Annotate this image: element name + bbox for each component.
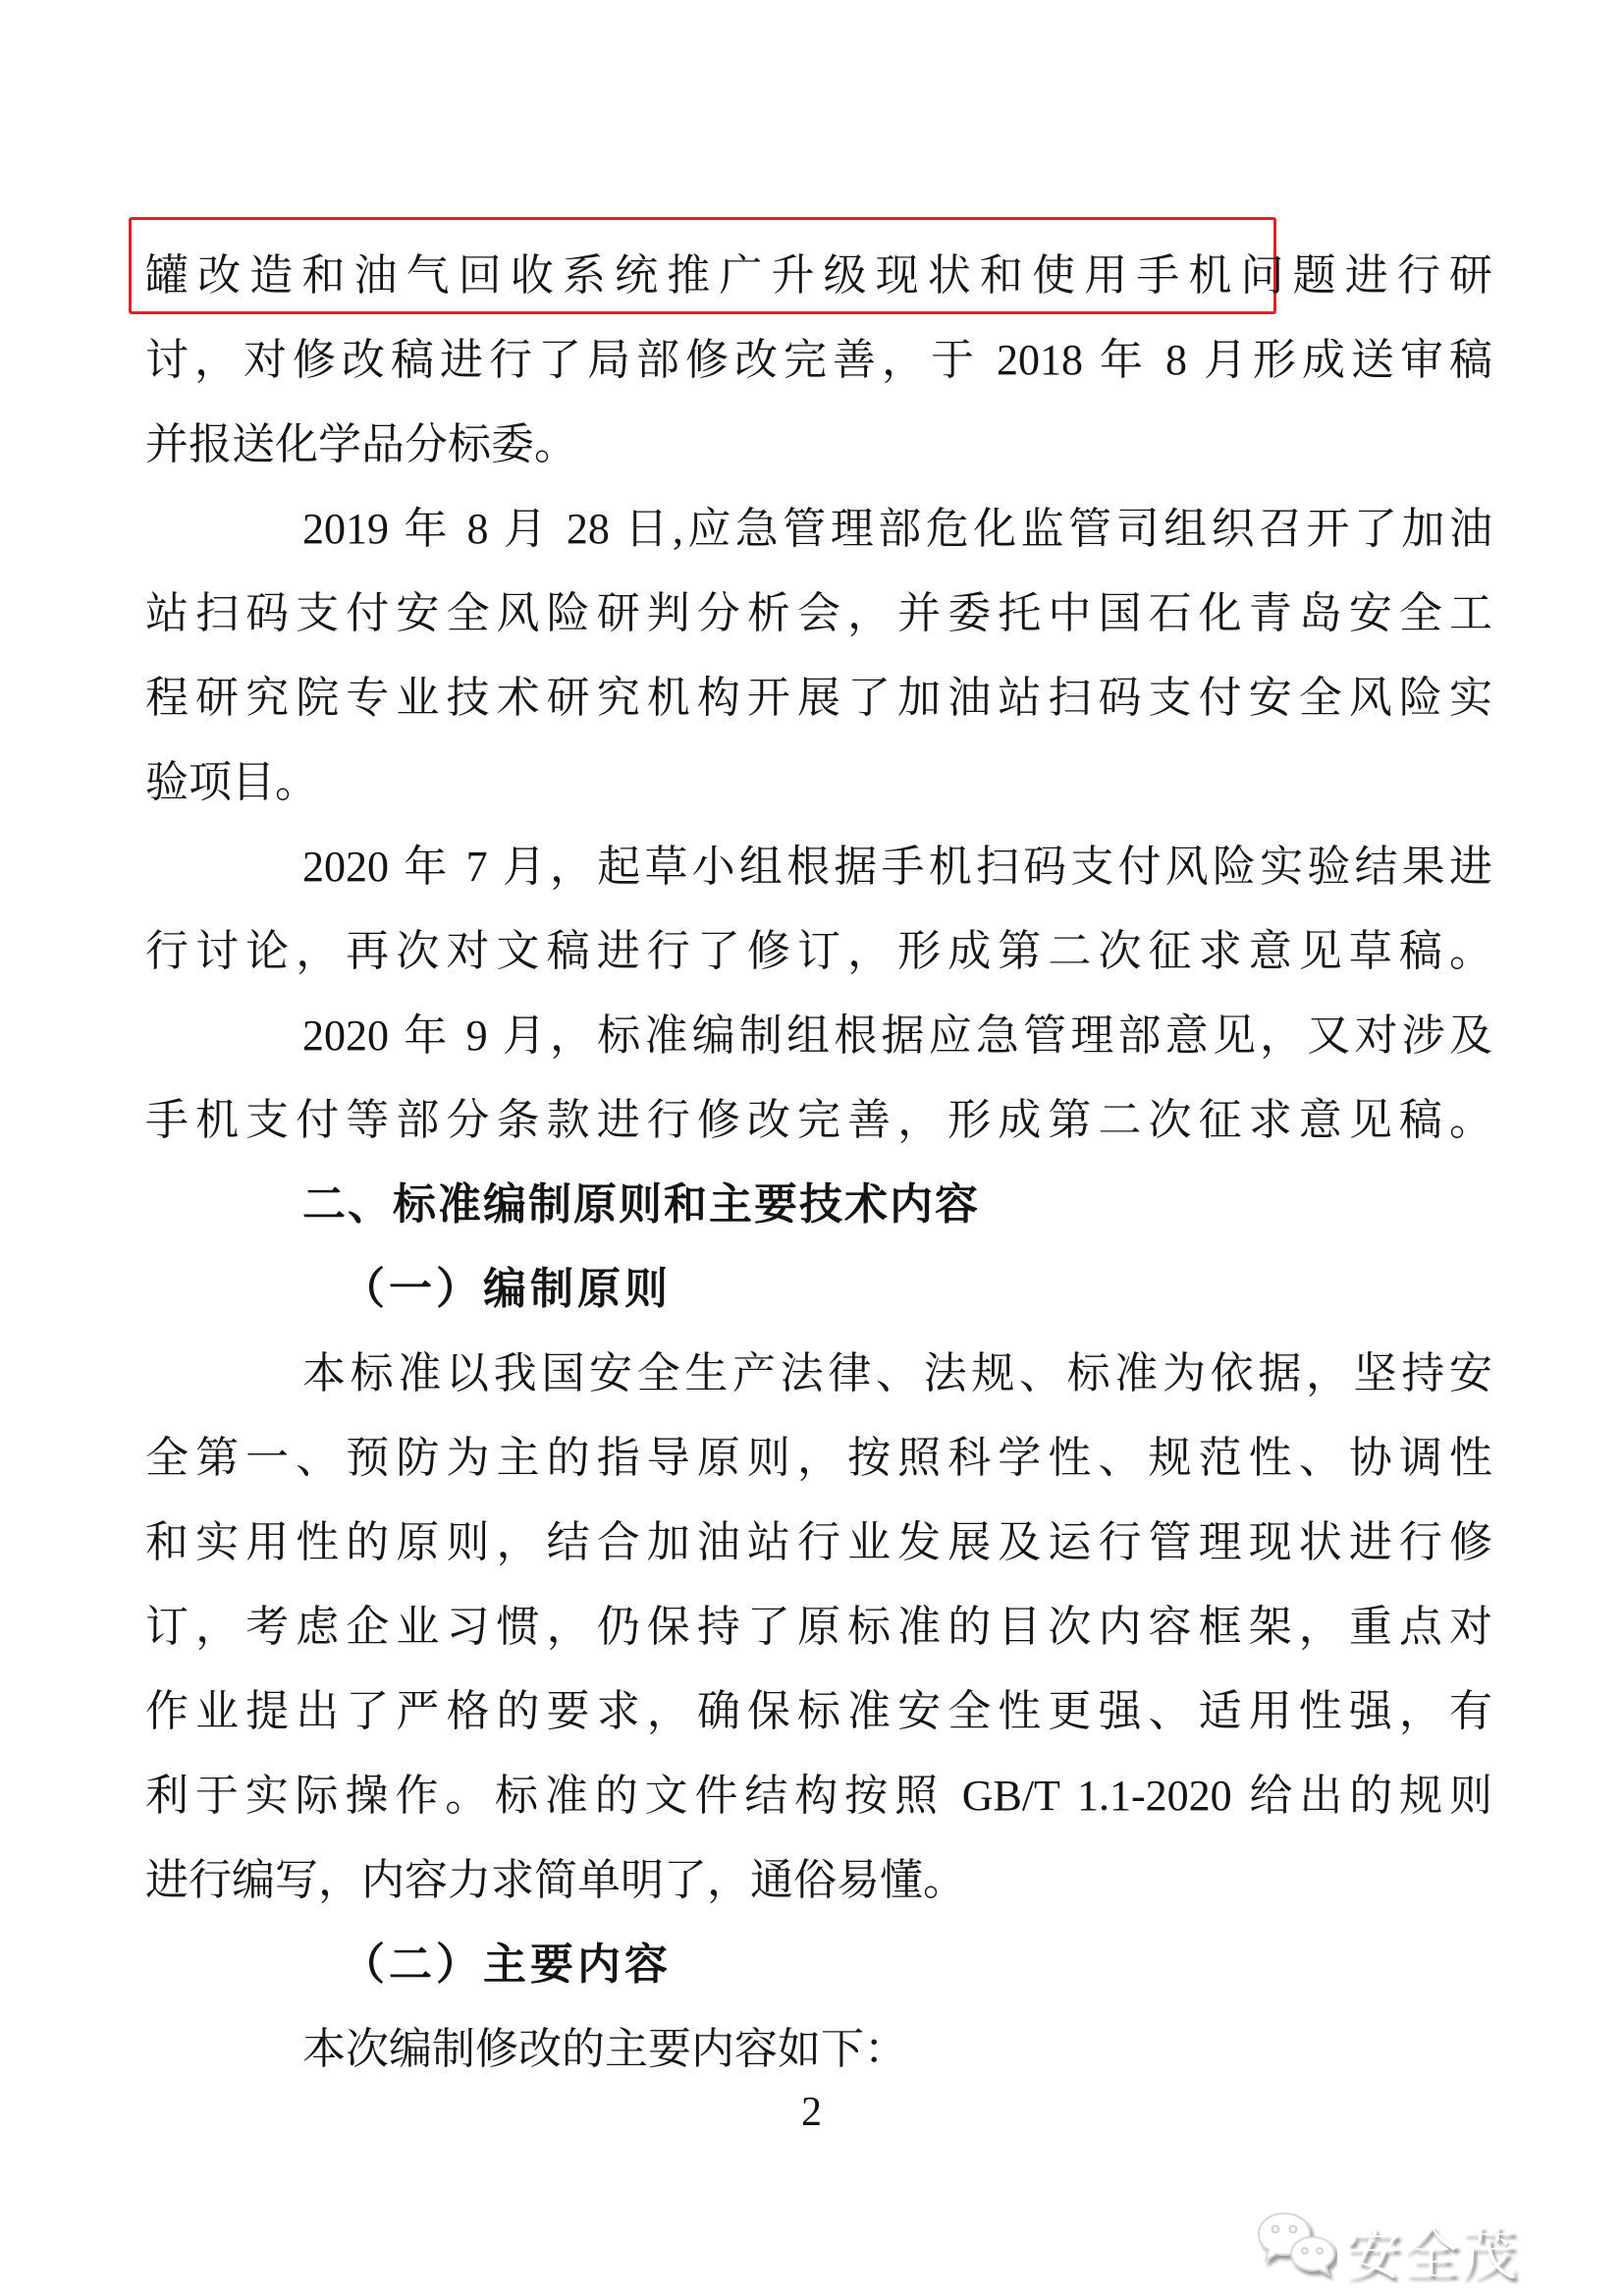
text-line: 并报送化学品分标委。 bbox=[145, 420, 577, 468]
text-line: 和实用性的原则，结合加油站行业发展及运行管理现状进行修 bbox=[145, 1518, 1492, 1566]
text-line: 验项目。 bbox=[145, 758, 318, 806]
text-line: 程研究院专业技术研究机构开展了加油站扫码支付安全风险实 bbox=[145, 674, 1492, 722]
text-line: 本标准以我国安全生产法律、法规、标准为依据，坚持安 bbox=[302, 1349, 1492, 1397]
text-line: 手机支付等部分条款进行修改完善，形成第二次征求意见稿。 bbox=[145, 1096, 1492, 1144]
text-line: 进行编写，内容力求简单明了，通俗易懂。 bbox=[145, 1856, 966, 1904]
text-line: （一）编制原则 bbox=[342, 1265, 672, 1313]
text-line: 讨，对修改稿进行了局部修改完善，于 2018 年 8 月形成送审稿 bbox=[145, 336, 1492, 384]
wechat-icon bbox=[1255, 2210, 1337, 2290]
text-line: （二）主要内容 bbox=[342, 1941, 672, 1989]
text-line: 行讨论，再次对文稿进行了修订，形成第二次征求意见草稿。 bbox=[145, 927, 1492, 975]
text-line: 本次编制修改的主要内容如下： bbox=[302, 2025, 907, 2073]
text-line: 2020 年 7 月，起草小组根据手机扫码支付风险实验结果进 bbox=[302, 843, 1492, 891]
watermark-label: 安全茂 bbox=[1345, 2223, 1519, 2286]
text-line: 罐改造和油气回收系统推广升级现状和使用手机问题进行研 bbox=[145, 251, 1492, 300]
text-line: 全第一、预防为主的指导原则，按照科学性、规范性、协调性 bbox=[145, 1434, 1492, 1482]
text-line: 订，考虑企业习惯，仍保持了原标准的目次内容框架，重点对 bbox=[145, 1603, 1492, 1651]
text-line: 二、标准编制原则和主要技术内容 bbox=[302, 1180, 980, 1229]
text-line: 利于实际操作。标准的文件结构按照 GB/T 1.1-2020 给出的规则 bbox=[145, 1772, 1492, 1820]
watermark bbox=[1255, 2210, 1519, 2290]
document-body bbox=[145, 234, 1492, 2092]
text-line: 站扫码支付安全风险研判分析会，并委托中国石化青岛安全工 bbox=[145, 589, 1492, 637]
text-line: 2020 年 9 月，标准编制组根据应急管理部意见，又对涉及 bbox=[302, 1011, 1492, 1060]
text-line: 作业提出了严格的要求，确保标准安全性更强、适用性强，有 bbox=[145, 1687, 1492, 1735]
page-number: 2 bbox=[801, 2090, 822, 2135]
text-line: 2019 年 8 月 28 日,应急管理部危化监管司组织召开了加油 bbox=[302, 505, 1492, 553]
